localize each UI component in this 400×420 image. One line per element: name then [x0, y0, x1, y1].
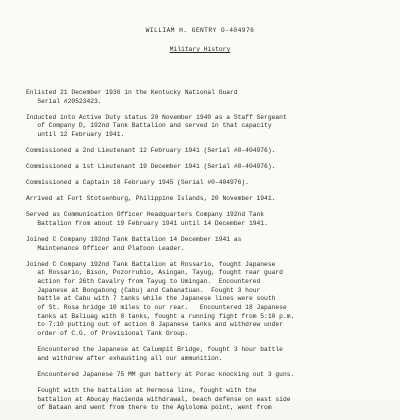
entry-line: Japanese at Bongabong (Cabu) and Cabanatuan. Fought 3 hour: [26, 286, 261, 294]
entry-line: Encountered Japanese 75 MM gun battery at Porac knocking out 3 guns.: [26, 370, 295, 378]
entry-line: of Bataan and went from there to the Agloloma point, went from: [26, 404, 272, 412]
history-entry: [26, 261, 396, 339]
entry-line: Enlisted 21 December 1936 in the Kentucky National Guard: [26, 89, 238, 96]
entry-line: of Company D, 192nd Tank Battalion and served in that capacity: [26, 122, 272, 130]
entry-line: Served as Communication Officer Headquarters Company 192nd Tank: [26, 211, 265, 219]
entry-line: Joined C Company 192nd Tank Battalion at Rossario, fought Japanese: [26, 260, 276, 268]
entry-line: Commissioned a Captain 18 February 1945 (Serial #0-404976).: [26, 179, 249, 187]
entry-line: Maintenance Officer and Platoon Leader.: [26, 244, 185, 252]
entry-line: battalion at Abucay Hacienda withdrawal, beach defense on east side: [26, 395, 291, 403]
subtitle-text: Military History: [169, 46, 231, 53]
entry-line: Joined C Company 192nd Tank Battalion 14 December 1941 as: [26, 235, 242, 243]
history-entries: [26, 89, 396, 420]
history-entry: [26, 163, 396, 172]
history-entry: [26, 114, 396, 140]
entry-line: action for 26th Cavalry from Tayug to Umingan. Encountered: [26, 277, 261, 285]
entry-line: Serial #20523423.: [26, 97, 102, 105]
entry-line: to 7:10 putting out of action 8 Japanese tanks and withdrew under: [26, 321, 283, 329]
history-entry: [26, 211, 396, 228]
entry-line: Inducted into Active Duty status 20 November 1940 as a Staff Sergeant: [26, 113, 287, 121]
entry-line: and withdrew after exhausting all our ammunition.: [26, 354, 223, 362]
entry-line: Commissioned a 1st Lieutenant 19 December 1941 (Serial #0-404976).: [26, 163, 276, 171]
entry-line: Encountered the Japanese at Calumpit Bridge, fought 3 hour battle: [26, 346, 283, 354]
entry-line: order of C.G. of Provisional Tank Group.: [26, 330, 189, 338]
history-entry: [26, 179, 396, 188]
history-entry: [26, 147, 396, 156]
entry-line: until 12 February 1941.: [26, 131, 125, 139]
entry-line: Fought with the battalion at Hermosa line, fought with the: [26, 386, 257, 394]
history-entry: [26, 236, 396, 253]
history-entry: [26, 346, 396, 363]
entry-line: Battalion from about 19 February 1941 until 14 December 1941.: [26, 219, 268, 227]
history-entry: [26, 195, 396, 204]
history-entry: [26, 89, 396, 106]
entry-line: Arrived at Fort Stotsenburg, Philippine Islands, 20 November 1941.: [26, 195, 276, 203]
entry-line: battle at Cabu with 7 tanks while the Japanese lines were south: [26, 295, 276, 303]
history-entry: [26, 371, 396, 380]
document-title: WILLIAM H. GENTRY O-404976: [145, 27, 255, 34]
entry-line: tanks at Baliuag with 8 tanks, fought a running fight from 5:10 p.m.: [26, 312, 295, 320]
entry-line: Commissioned a 2nd Lieutenant 12 February 1941 (Serial #0-404976).: [26, 147, 276, 155]
entry-line: of St. Rosa bridge 10 miles to our rear. Encountered 18 Japanese: [26, 304, 287, 312]
document-subtitle: [0, 46, 400, 55]
entry-line: at Rossario, Bison, Pozorrubio, Asingan, Tayug, fought rear guard: [26, 269, 283, 277]
